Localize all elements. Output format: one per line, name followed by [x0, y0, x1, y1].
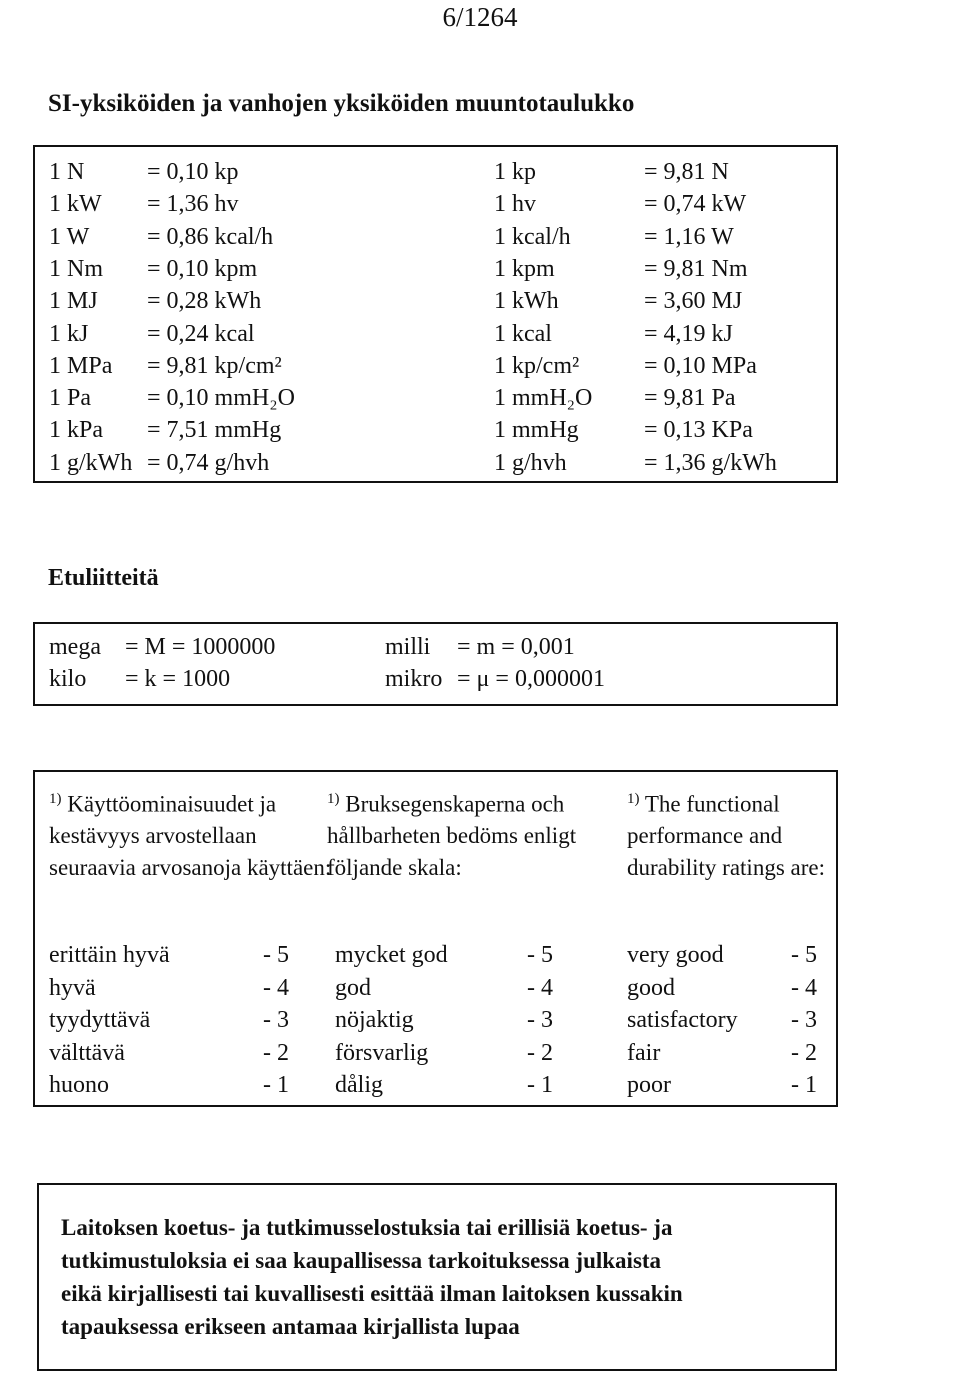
rating-label: tyydyttävä	[49, 1007, 151, 1033]
ratings-intro-sv-text: Bruksegenskaperna och hållbarheten bedöms enligt följande skala:	[327, 791, 577, 880]
prefix-cell: = m = 0,001	[457, 634, 575, 660]
conversion-cell: 1 MPa	[49, 352, 113, 379]
conversion-cell: 1 kJ	[49, 320, 89, 347]
conversion-cell: 1 kp	[494, 159, 536, 185]
ratings-intro-sv	[327, 784, 612, 883]
conversion-table	[33, 145, 838, 483]
rating-score: - 2	[791, 1039, 817, 1066]
prefix-table	[33, 622, 838, 706]
rating-label: god	[335, 974, 371, 1001]
rating-label: hyvä	[49, 974, 96, 1001]
rating-row	[35, 1040, 836, 1072]
notice-text	[61, 1211, 821, 1343]
conversion-row	[35, 353, 836, 385]
rating-score: - 5	[527, 942, 553, 968]
rating-label: poor	[627, 1072, 671, 1098]
rating-row	[35, 1007, 836, 1039]
conversion-cell: = 9,81 kp/cm²	[147, 352, 282, 379]
conversion-cell: 1 kWh	[494, 288, 559, 315]
rating-label: mycket god	[335, 942, 448, 968]
rating-score: - 5	[791, 942, 817, 968]
rating-score: - 1	[263, 1072, 289, 1098]
rating-score: - 4	[527, 974, 553, 1001]
conversion-cell: 1 kpm	[494, 255, 555, 282]
prefix-row	[35, 666, 836, 698]
conversion-row	[35, 385, 836, 417]
conversion-cell: 1 g/kWh	[49, 449, 133, 476]
rating-label: huono	[49, 1072, 109, 1098]
prefix-cell: kilo	[49, 666, 87, 692]
notice-box	[37, 1183, 837, 1371]
prefix-cell: milli	[385, 634, 431, 660]
rating-score: - 3	[527, 1007, 553, 1033]
conversion-row	[35, 288, 836, 320]
conversion-cell: = 1,36 hv	[147, 191, 239, 218]
conversion-row	[35, 417, 836, 449]
notice-line: Laitoksen koetus- ja tutkimusselostuksia tai erillisiä koetus- ja	[61, 1215, 673, 1240]
rating-label: nöjaktig	[335, 1007, 414, 1033]
conversion-cell: 1 mmH₂O	[494, 385, 593, 412]
prefix-cell: = k = 1000	[125, 666, 231, 692]
notice-line: tutkimustuloksia ei saa kaupallisessa tarkoituksessa julkaista	[61, 1248, 662, 1273]
ratings-intro-en	[627, 784, 832, 883]
footnote-mark: 1)	[49, 791, 62, 807]
ratings-intro-en-text: The functional performance and durability ratings are:	[627, 791, 825, 880]
rating-score: - 2	[527, 1039, 553, 1066]
ratings-intro-fi	[49, 784, 334, 883]
conversion-cell: 1 W	[49, 223, 90, 250]
conversion-row	[35, 256, 836, 288]
conversion-row	[35, 450, 836, 482]
conversion-cell: 1 mmHg	[494, 417, 579, 444]
notice-line: tapauksessa erikseen antamaa kirjallista lupaa	[61, 1314, 520, 1339]
conversion-row	[35, 224, 836, 256]
conversion-cell: = 0,10 MPa	[644, 352, 757, 379]
conversion-cell: = 0,74 kW	[644, 191, 747, 218]
rating-score: - 4	[791, 974, 817, 1001]
conversion-cell: = 4,19 kJ	[644, 320, 733, 347]
conversion-cell: 1 Pa	[49, 385, 91, 412]
conversion-cell: 1 Nm	[49, 255, 103, 282]
conversion-cell: = 1,16 W	[644, 223, 734, 250]
conversion-row	[35, 191, 836, 223]
ratings-table	[33, 770, 838, 1107]
rating-label: good	[627, 974, 675, 1001]
rating-label: fair	[627, 1039, 661, 1066]
rating-row	[35, 1072, 836, 1104]
conversion-cell: = 0,86 kcal/h	[147, 223, 274, 250]
conversion-cell: = 0,74 g/hvh	[147, 449, 270, 476]
conversion-cell: = 0,10 kpm	[147, 255, 258, 282]
conversion-row	[35, 159, 836, 191]
conversion-cell: = 0,28 kWh	[147, 288, 262, 315]
rating-score: - 3	[791, 1007, 817, 1033]
conversion-cell: = 0,10 mmH₂O	[147, 385, 295, 412]
conversion-cell: 1 kW	[49, 191, 102, 218]
rating-label: dålig	[335, 1072, 383, 1098]
prefix-cell: mega	[49, 634, 101, 660]
rating-score: - 4	[263, 974, 289, 1001]
rating-row	[35, 942, 836, 974]
conversion-cell: 1 g/hvh	[494, 449, 567, 476]
footnote-mark: 1)	[327, 791, 340, 807]
conversion-cell: 1 MJ	[49, 288, 98, 315]
rating-label: erittäin hyvä	[49, 942, 170, 968]
rating-label: satisfactory	[627, 1007, 738, 1033]
rating-score: - 2	[263, 1039, 289, 1066]
conversion-cell: 1 kPa	[49, 417, 103, 444]
footnote-mark: 1)	[627, 791, 640, 807]
prefix-cell: = μ = 0,000001	[457, 666, 605, 692]
conversion-cell: 1 hv	[494, 191, 536, 218]
ratings-intro-fi-text: Käyttöominaisuudet ja kestävyys arvostellaan seuraavia arvosanoja käyttäen:	[49, 791, 332, 880]
conversion-row	[35, 321, 836, 353]
conversion-cell: = 0,10 kp	[147, 159, 239, 185]
notice-line: eikä kirjallisesti tai kuvallisesti esittää ilman laitoksen kussakin	[61, 1281, 683, 1306]
prefix-title: Etuliitteitä	[48, 565, 159, 591]
conversion-cell: = 0,13 KPa	[644, 417, 753, 444]
rating-score: - 5	[263, 942, 289, 968]
conversion-table-title: SI-yksiköiden ja vanhojen yksiköiden muuntotaulukko	[48, 90, 635, 117]
rating-score: - 1	[791, 1072, 817, 1098]
rating-label: försvarlig	[335, 1039, 429, 1066]
rating-label: välttävä	[49, 1039, 125, 1066]
prefix-cell: mikro	[385, 666, 443, 692]
conversion-cell: = 1,36 g/kWh	[644, 449, 777, 476]
conversion-cell: 1 kp/cm²	[494, 352, 580, 379]
rating-score: - 1	[527, 1072, 553, 1098]
conversion-cell: 1 N	[49, 159, 85, 185]
conversion-cell: = 3,60 MJ	[644, 288, 743, 315]
conversion-cell: 1 kcal/h	[494, 223, 571, 250]
conversion-cell: = 7,51 mmHg	[147, 417, 282, 444]
rating-score: - 3	[263, 1007, 289, 1033]
rating-label: very good	[627, 942, 724, 968]
conversion-cell: = 9,81 N	[644, 159, 729, 185]
conversion-cell: = 9,81 Nm	[644, 255, 748, 282]
prefix-cell: = M = 1000000	[125, 634, 276, 660]
conversion-cell: = 9,81 Pa	[644, 385, 736, 412]
page-number: 6/1264	[442, 2, 518, 32]
rating-row	[35, 975, 836, 1007]
conversion-cell: = 0,24 kcal	[147, 320, 255, 347]
conversion-cell: 1 kcal	[494, 320, 552, 347]
prefix-row	[35, 634, 836, 666]
